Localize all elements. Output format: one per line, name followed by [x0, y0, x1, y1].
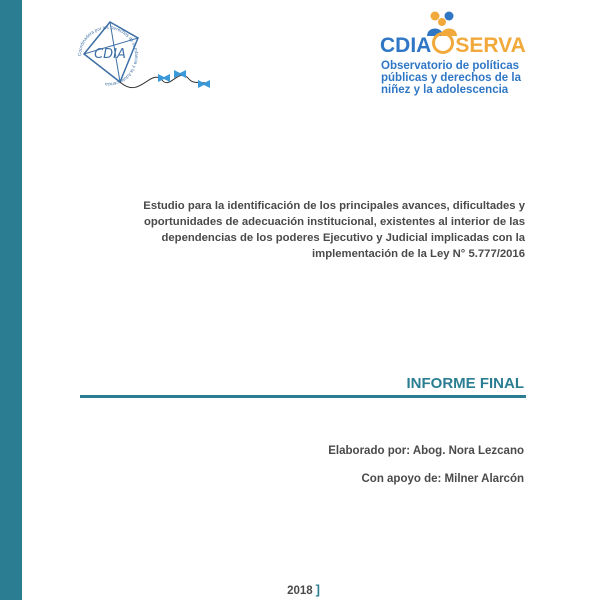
study-title-line: dependencias de los poderes Ejecutivo y Judicial implicadas con la: [161, 232, 525, 244]
side-accent-bar: [0, 0, 22, 600]
brand-subtitle: Observatorio de políticas públicas y derechos de la niñez y la adolescencia: [381, 60, 521, 96]
kite-icon: [70, 8, 220, 103]
author-credit: Elaborado por: Abog. Nora Lezcano: [328, 445, 524, 457]
cdia-logo-text: CDIA: [94, 47, 126, 62]
divider-rule: [80, 395, 526, 398]
study-title-line: Estudio para la identificación de los principales avances, dificultades y: [143, 200, 525, 212]
year-text: 2018: [287, 585, 313, 597]
brand-name: CDIA SERVA: [380, 34, 526, 57]
study-title: [112, 198, 525, 262]
observa-o-ring: [432, 32, 454, 54]
study-title-line: implementación de la Ley N° 5.777/2016: [312, 248, 525, 260]
cdia-kite-logo: [70, 8, 220, 103]
cdia-observa-logo: [380, 10, 530, 96]
publication-year: [240, 582, 320, 597]
support-credit: Con apoyo de: Milner Alarcón: [361, 473, 524, 485]
study-title-line: oportunidades de adecuación institucional, existentes al interior de las: [143, 216, 525, 228]
ring-text: Coordinadora por los Derechos de la Infancia y la Adolescencia: [76, 24, 140, 88]
report-label: INFORME FINAL: [406, 375, 524, 392]
year-bracket: ]: [315, 582, 320, 597]
